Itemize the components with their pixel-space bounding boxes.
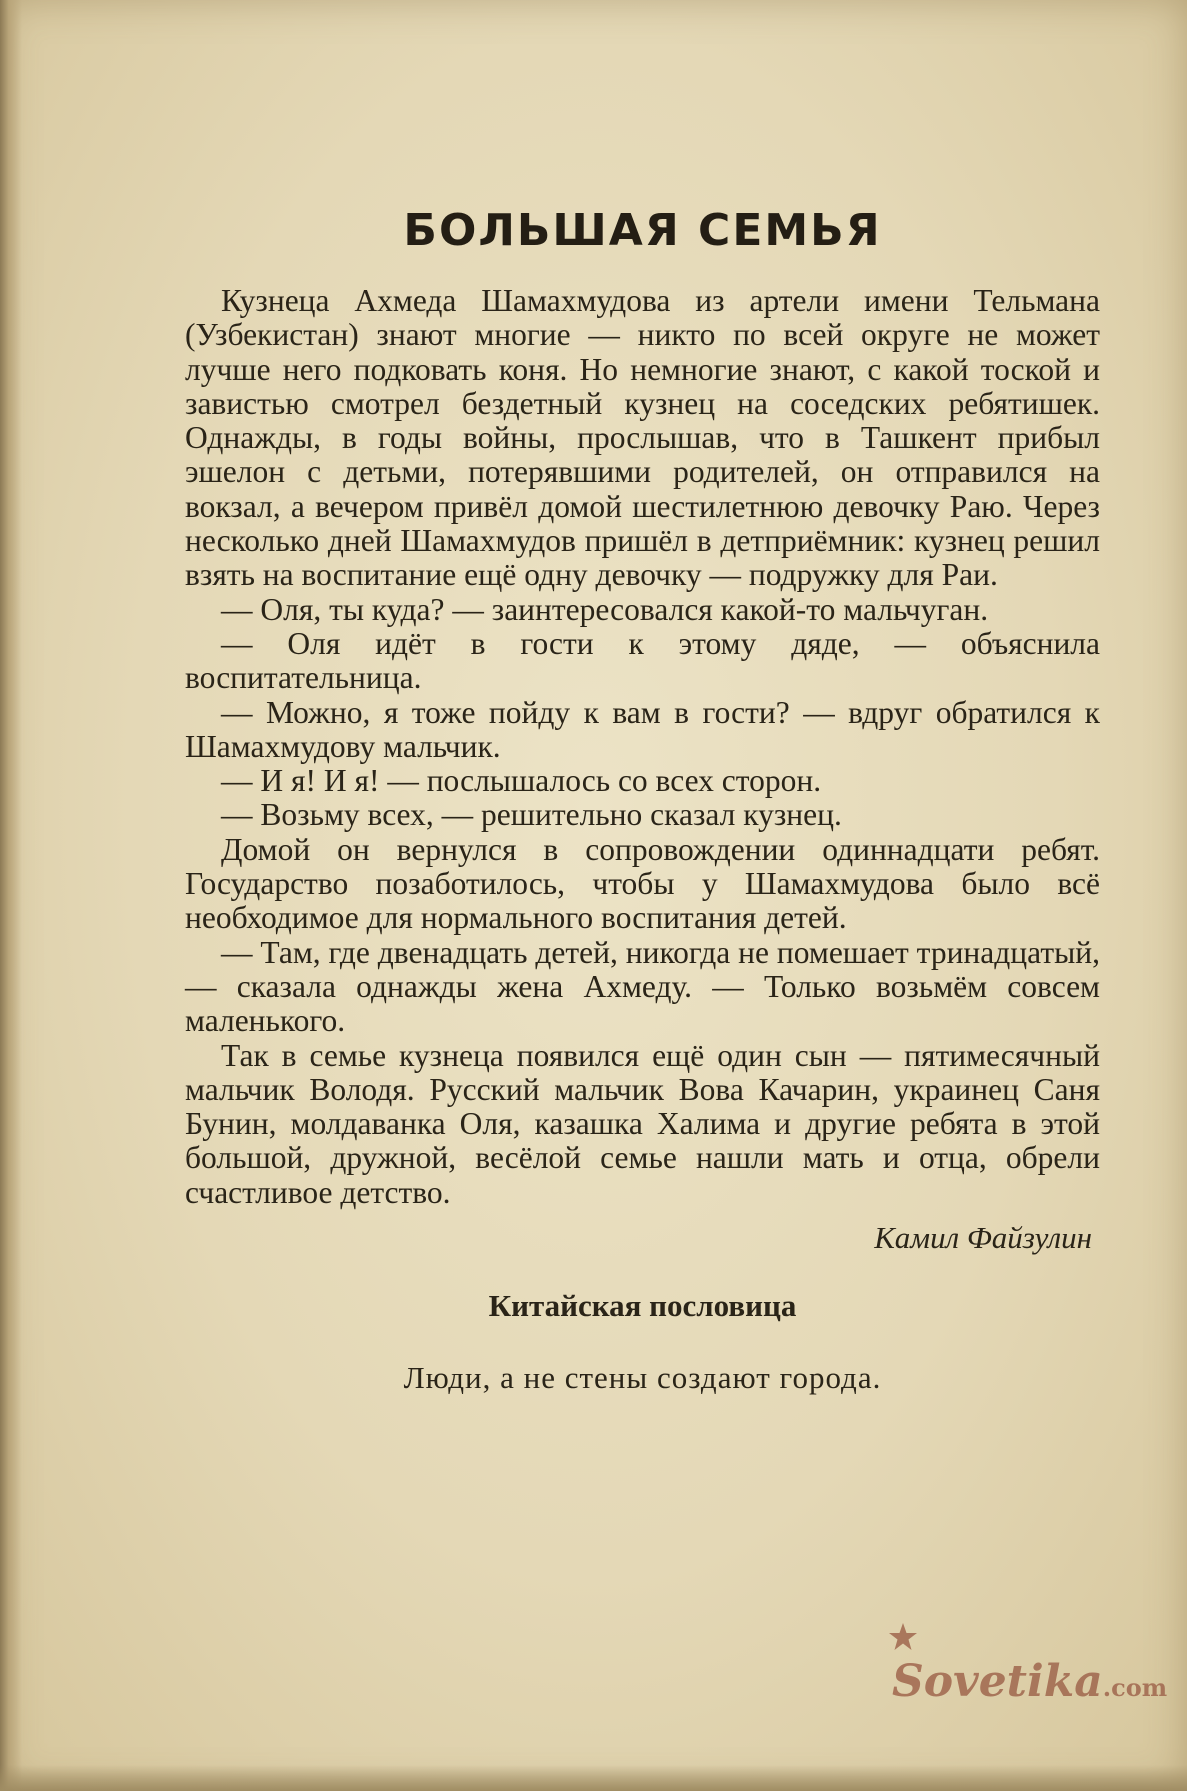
article-author: Камил Файзулин xyxy=(874,1220,1092,1256)
paragraph: — Там, где двенадцать детей, никогда не помешает тринадцатый, — сказала однажды жена Ахмеду. — Только возьмём совсем маленького. xyxy=(185,934,1100,1039)
site-watermark xyxy=(840,1620,1170,1770)
paragraph: Так в семье кузнеца появился ещё один сын — пятимесячный мальчик Володя. Русский мальчик Вова Качарин, украинец Саня Бунин, молдаванка Оля, казашка Халима и другие ребята в этой большой, дружной, весёлой семье нашли мать и отца, обрели счастливое детство. xyxy=(185,1037,1100,1210)
article xyxy=(185,205,1100,1396)
watermark-suffix: .com xyxy=(1102,1673,1168,1702)
watermark-text xyxy=(892,1656,1167,1707)
proverb-title: Китайская пословица xyxy=(488,1288,797,1324)
star-icon xyxy=(888,1622,918,1652)
paragraph: — Оля, ты куда? — заинтересовался какой-то мальчуган. xyxy=(221,591,989,627)
paragraph: — Возьму всех, — решительно сказал кузнец. xyxy=(221,797,842,833)
paragraph: — Оля идёт в гости к этому дяде, — объяснила воспитательница. xyxy=(185,625,1100,696)
watermark-name: Sovetika xyxy=(892,1656,1103,1707)
paragraph: Домой он вернулся в сопровождении одиннадцати ребят. Государство позаботилось, чтобы у Шамахмудова было всё необходимое для нормального воспитания детей. xyxy=(185,831,1100,936)
paragraph: — Можно, я тоже пойду к вам в гости? — вдруг обратился к Шамахмудову мальчик. xyxy=(185,694,1100,764)
article-title: БОЛЬШАЯ СЕМЬЯ xyxy=(403,205,882,256)
paragraph: — И я! И я! — послышалось со всех сторон. xyxy=(221,763,822,799)
paragraph: Кузнеца Ахмеда Шамахмудова из артели имени Тельмана (Узбекистан) знают многие — никто по всей округе не может лучше него подковать коня. Но немногие знают, с какой тоской и завистью смотрел бездетный кузнец на соседских ребятишек. Однажды, в годы войны, прослышав, что в Ташкент прибыл эшелон с детьми, потерявшими родителей, он отправился на вокзал, а вечером привёл домой шестилетнюю девочку Раю. Через несколько дней Шамахмудов пришёл в детприёмник: кузнец решил взять на воспитание ещё одну девочку — подружку для Раи. xyxy=(185,283,1100,593)
page-left-edge xyxy=(0,0,22,1791)
article-body xyxy=(185,284,1100,1210)
proverb-text: Люди, а не стены создают города. xyxy=(403,1360,882,1396)
